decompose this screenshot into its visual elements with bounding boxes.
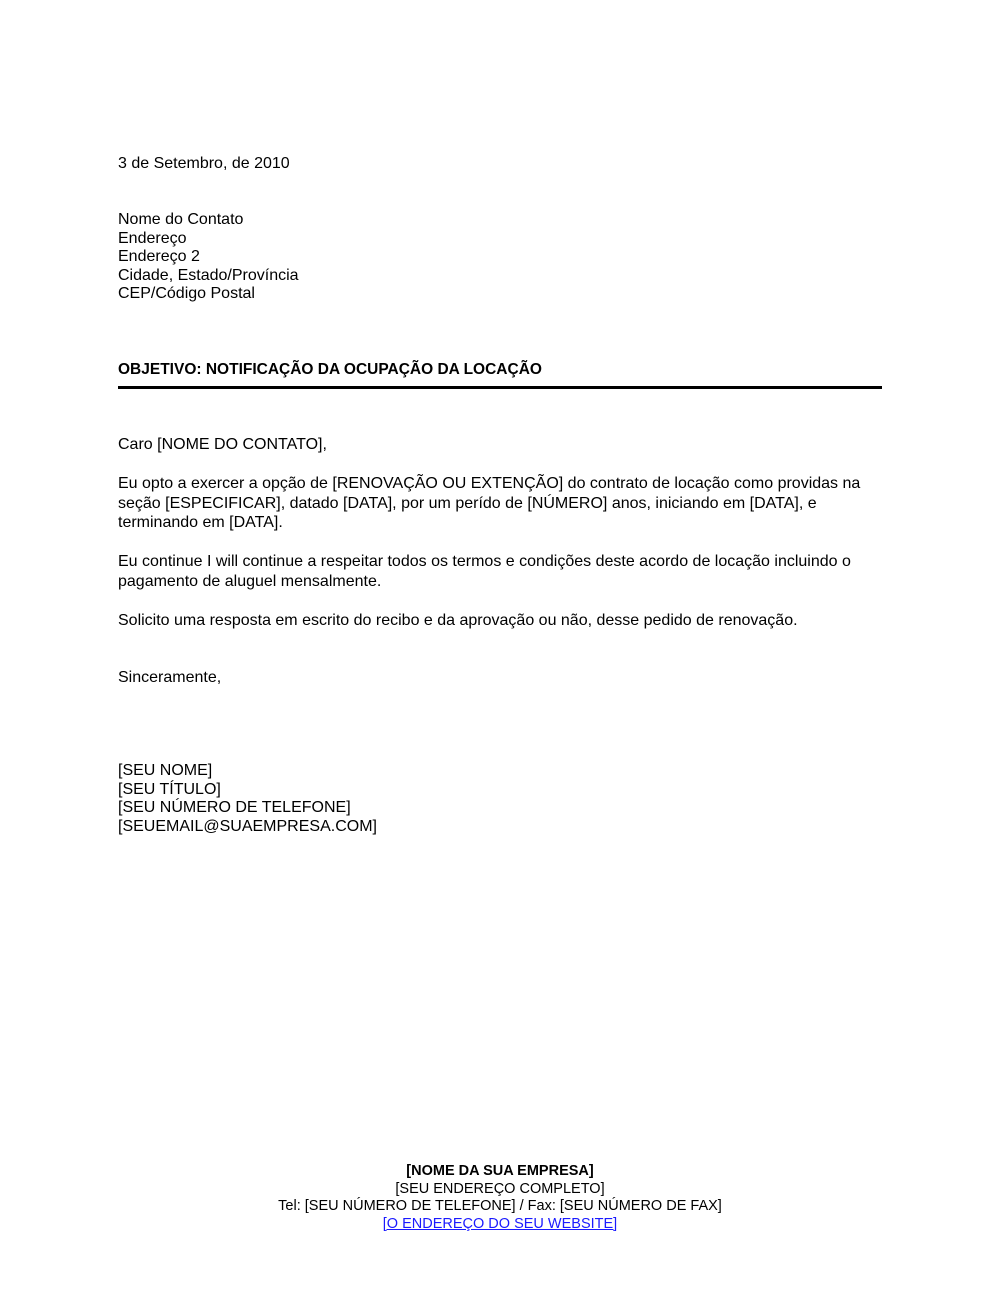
signature-block (118, 762, 377, 836)
signature-title: [SEU TÍTULO] (118, 780, 221, 798)
subject-divider (118, 386, 882, 389)
body-paragraph-3: Solicito uma resposta em escrito do recibo e da aprovação ou não, desse pedido de renovação. (118, 612, 798, 629)
subject-heading: OBJETIVO: NOTIFICAÇÃO DA OCUPAÇÃO DA LOCAÇÃO (118, 361, 542, 378)
recipient-name: Nome do Contato (118, 211, 244, 228)
footer-company-name: [NOME DA SUA EMPRESA] (406, 1163, 594, 1179)
body-paragraph-1: Eu opto a exercer a opção de [RENOVAÇÃO OU EXTENÇÃO] do contrato de locação como providas na seção [ESPECIFICAR], datado [DATA], por um perído de [NÚMERO] anos, iniciando em [DATA], e terminando em [DATA]. (118, 475, 861, 531)
greeting: Caro [NOME DO CONTATO], (118, 436, 327, 453)
signature-name: [SEU NOME] (118, 762, 213, 779)
recipient-address-line-1: Endereço (118, 229, 187, 247)
recipient-city-state: Cidade, Estado/Província (118, 266, 299, 284)
closing: Sinceramente, (118, 669, 222, 686)
signature-email: [SEUEMAIL@SUAEMPRESA.COM] (118, 817, 377, 835)
recipient-address-line-2: Endereço 2 (118, 248, 200, 266)
recipient-address-block (118, 211, 299, 304)
footer-website-link[interactable]: [O ENDEREÇO DO SEU WEBSITE] (382, 1215, 618, 1232)
footer-contact: Tel: [SEU NÚMERO DE TELEFONE] / Fax: [SEU NÚMERO DE FAX] (278, 1198, 722, 1214)
recipient-postal-code: CEP/Código Postal (118, 285, 255, 303)
footer-address: [SEU ENDEREÇO COMPLETO] (395, 1180, 605, 1197)
signature-phone: [SEU NÚMERO DE TELEFONE] (118, 799, 351, 817)
body-paragraph-2: Eu continue I will continue a respeitar todos os termos e condições deste acordo de locação incluindo o pagamento de aluguel mensalmente. (118, 553, 851, 590)
letterhead-footer (0, 1163, 1000, 1233)
letter-date: 3 de Setembro, de 2010 (118, 155, 290, 172)
